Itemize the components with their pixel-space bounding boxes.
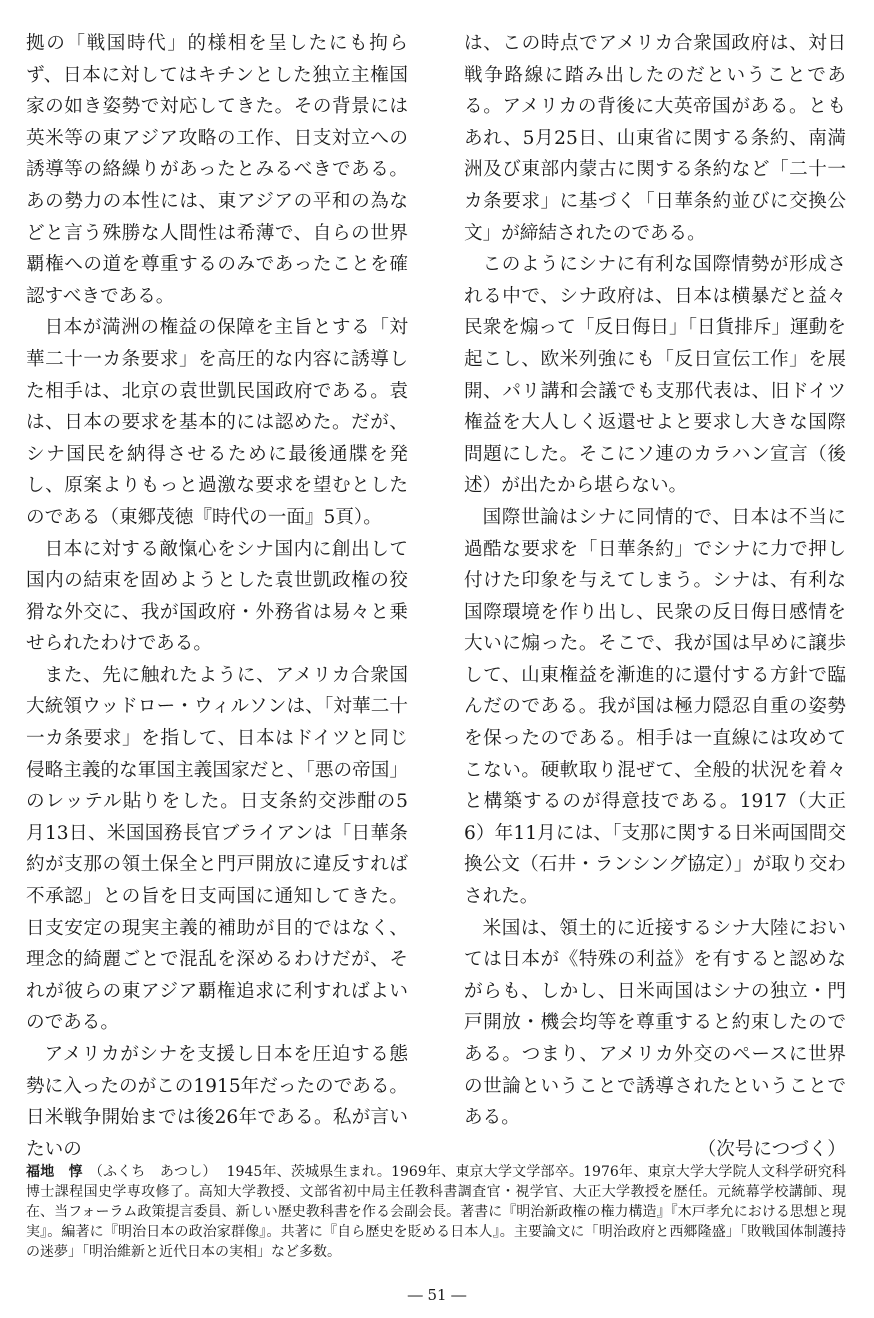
- paragraph: 日本に対する敵愾心をシナ国内に創出して国内の結束を固めようとした袁世凱政権の狡猾な外交に、我が国政府・外務省は易々と乗せられたわけである。: [26, 538, 408, 655]
- article-right-column: [464, 28, 846, 1165]
- paragraph: このようにシナに有利な国際情勢が形成される中で、シナ政府は、日本は横暴だと益々民衆を煽って「反日侮日」「日貨排斥」運動を起こし、欧米列強にも「反日宣伝工作」を展開、パリ講和会議でも支那代表は、旧ドイツ権益を大人しく返還せよと要求し大きな国際問題にした。そこにソ連のカラハン宣言（後述）が出たから堪らない。: [464, 254, 846, 497]
- author-bio: [26, 1162, 846, 1262]
- paragraph: 拠の「戦国時代」的様相を呈したにも拘らず、日本に対してはキチンとした独立主権国家の如き姿勢で対応してきた。その背景には英米等の東アジア攻略の工作、日支対立への誘導等の絡繰りがあったとみるべきである。あの勢力の本性には、東アジアの平和の為などと言う殊勝な人間性は希薄で、自らの世界覇権への道を尊重するのみであったことを確認すべきである。: [26, 33, 408, 307]
- paragraph: 日本が満洲の権益の保障を主旨とする「対華二十一カ条要求」を高圧的な内容に誘導した相手は、北京の袁世凱民国政府である。袁は、日本の要求を基本的には認めた。だが、シナ国民を納得させるために最後通牒を発し、原案よりもっと過激な要求を望むとしたのである（東郷茂徳『時代の一面』5頁）。: [26, 317, 408, 528]
- page-number: ― 51 ―: [407, 1286, 467, 1304]
- author-bio-text: 1945年、茨城県生まれ。1969年、東京大学文学部卒。1976年、東京大学大学院人文科学研究科博士課程国史学専攻修了。高知大学教授、文部省初中局主任教科書調査官・視学官、大正大学教授を歴任。元統幕学校講師、現在、当フォーラム政策提言委員、新しい歴史教科書を作る会副会長。著書に『明治新政権の権力構造』『木戸孝允における思想と現実』。編著に『明治日本の政治家群像』。共著に『自ら歴史を貶める日本人』。主要論文に「明治政府と西郷隆盛」「敗戦国体制護持の迷夢」「明治維新と近代日本の実相」など多数。: [26, 1164, 846, 1260]
- author-name-reading: （ふくち あつし）: [88, 1164, 217, 1180]
- paragraph: 国際世論はシナに同情的で、日本は不当に過酷な要求を「日華条約」でシナに力で押し付けた印象を与えてしまう。シナは、有利な国際環境を作り出し、民衆の反日侮日感情を大いに煽った。そこで、我が国は早めに譲歩して、山東権益を漸進的に還付する方針で臨んだのである。我が国は極力隠忍自重の姿勢を保ったのである。相手は一直線には攻めてこない。硬軟取り混ぜて、全般的状況を着々と構築するのが得意技である。1917（大正6）年11月には、「支那に関する日米両国間交換公文（石井・ランシング協定）」が取り交わされた。: [464, 506, 846, 908]
- paragraph: また、先に触れたように、アメリカ合衆国大統領ウッドロー・ウィルソンは、「対華二十一カ条要求」を指して、日本はドイツと同じ侵略主義的な軍国主義国家だと、「悪の帝国」のレッテル貼りをした。日支条約交渉酣の5月13日、米国国務長官ブライアンは「日華条約が支那の領土保全と門戸開放に違反すれば不承認」との旨を日支両国に通知してきた。日支安定の現実主義的補助が目的ではなく、理念的綺麗ごとで混乱を深めるわけだが、それが彼らの東アジア覇権追求に利すればよいのである。: [26, 664, 408, 1034]
- to-be-continued: （次号につづく）: [697, 1138, 846, 1160]
- article-left-column: [26, 28, 408, 1165]
- paragraph: アメリカがシナを支援し日本を圧迫する態勢に入ったのがこの1915年だったのである。日米戦争開始までは後26年である。私が言いたいの: [26, 1044, 409, 1160]
- author-name: 福地 惇: [26, 1164, 83, 1180]
- paragraph: は、この時点でアメリカ合衆国政府は、対日戦争路線に踏み出したのだということである。アメリカの背後に大英帝国がある。ともあれ、5月25日、山東省に関する条約、南満洲及び東部内蒙古に関する条約など「二十一カ条要求」に基づく「日華条約並びに交換公文」が締結されたのである。: [464, 33, 846, 244]
- paragraph: 米国は、領土的に近接するシナ大陸においては日本が《特殊の利益》を有すると認めながらも、しかし、日米両国はシナの独立・門戸開放・機会均等を尊重すると約束したのである。つまり、アメリカ外交のペースに世界の世論ということで誘導されたということである。: [464, 917, 846, 1129]
